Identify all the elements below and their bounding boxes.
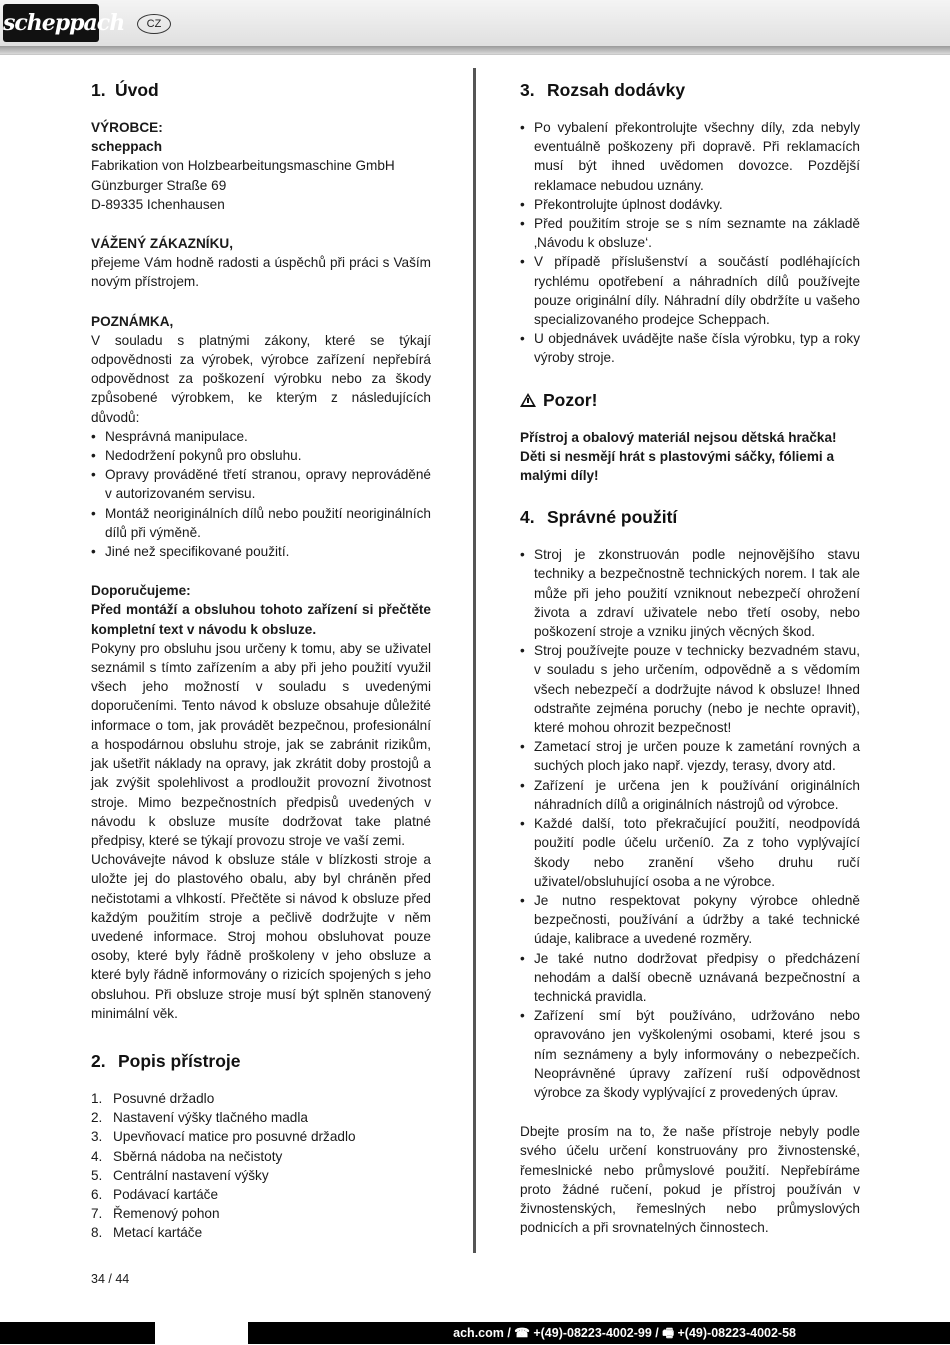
usage-list: [520, 545, 860, 1102]
list-item: 5. Centrální nastavení výšky: [91, 1167, 269, 1183]
list-item: • V případě příslušenství a součástí podléhajících rychlému opotřebení a náhradních dílů používejte pouze originální díly. Náhradní díly obdržíte u vašeho specializovaného prodejce Scheppach.: [520, 252, 860, 329]
page-footer: [0, 1322, 950, 1344]
list-item: • Jiné než specifikované použití.: [91, 542, 431, 561]
intro-paragraph: Pokyny pro obsluhu jsou určeny k tomu, aby se uživatel seznámil s tímto zařízením a aby při jeho použití využil všech jeho možností v souladu s uvedenými doporučeními. Tento návod k obsluze obsahuje důležité informace o tom, jak provádět bezpečnou, profesionální a hospodárnou obsluhu stroje, jak se zabránit rizikům, jak ušetřit náklady na opravy, jak zkrátit doby prostojů a jak zvýšit spolehlivost a prodloužit provozní životnost stroje. Mimo bezpečnostních předpisů uvedených v návodu k obsluze musíte dodržovat take platné předpisy, které se týkají provozu stroje ve vaší zemi.: [91, 640, 431, 848]
list-item: 3. Upevňovací matice pro posuvné držadlo: [91, 1129, 356, 1145]
list-item: • Po vybalení překontrolujte všechny díly, zda nebyly eventuálně poškozeny při dopravě. Při reklamacích musí být ihned uvědomen dovozce. Pozdější reklamace nebudou uznány.: [520, 118, 860, 195]
contact-line: ach.com / ☎ +(49)-08223-4002-99 / 🖷 +(49)-08223-4002-58: [453, 1326, 796, 1340]
customer-text: přejeme Vám hodně radosti a úspěchů při práci s Vaším novým přístrojem.: [91, 255, 431, 290]
list-item: • Nesprávná manipulace.: [91, 427, 431, 446]
list-item: • Každé další, toto překračující použití, neodpovídá použití podle účelu určení0. Za z toho vyplývající škody nebo zranění všeho druhu ručí uživatel/obsluhující osoba a ne výrobce.: [520, 814, 860, 891]
footer-gap: [155, 1322, 248, 1344]
list-item: • Zařízení smí být používáno, udržováno nebo opravováno jen vyškolenými osobami, které jsou s ním seznámeny a byly informovány o nebezpečích. Neoprávněné úpravy zařízení ruší odpovědnost výrobce za škody vyplývající z provedených úprav.: [520, 1006, 860, 1102]
page-number: 34 / 44: [91, 1272, 130, 1286]
section-title-usage: 4. Správné použití: [520, 507, 678, 528]
parts-list: [91, 1089, 431, 1243]
recommend-text: Před montáží a obsluhou tohoto zařízení si přečtěte kompletní text v návodu k obsluze.: [91, 602, 431, 637]
list-item: 1. Posuvné držadlo: [91, 1090, 215, 1106]
list-item: • Opravy prováděné třetí stranou, opravy neprováděné v autorizovaném servisu.: [91, 465, 431, 503]
caution-text: Přístroj a obalový materiál nejsou dětská hračka! Děti si nesmějí hrát s plastovými sáčky, fóliemi a malými díly!: [520, 429, 837, 484]
header-shadow: [0, 46, 950, 54]
section-title-caution: Pozor!: [520, 388, 860, 412]
list-item: • Je nutno respektovat pokyny výrobce ohledně bezpečnosti, používání a údržby a také technické údaje, kalibrace a uvedené rozměry.: [520, 891, 860, 949]
usage-closing: Dbejte prosím na to, že naše přístroje nebyly podle svého účelu určení konstruovány pro živnostenské, řemeslnické nebo průmyslové použití. Nepřebíráme proto žádné ručení, pokud je přístroj používán v živnostenských, řemeslných nebo průmyslových podnicích a při srovnatelných činnostech.: [520, 1124, 860, 1236]
list-item: • Je také nutno dodržovat předpisy o předcházení nehodám a další obecně uznávaná bezpečnostní a technická pravidla.: [520, 949, 860, 1007]
language-badge: CZ: [137, 14, 171, 34]
list-item: • Stroj je zkonstruován podle nejnovějšího stavu techniky a bezpečnostně technických norem. I tak ale může při jeho použití vzniknout nebezpečí ohrožení života a zdraví uživatele nebo třetí osoby, nebo poškození stroje a vzniku jiných věcných škod.: [520, 545, 860, 641]
note-list: [91, 427, 431, 561]
list-item: 7. Řemenový pohon: [91, 1206, 220, 1222]
section-title-intro: 1. Úvod: [91, 80, 159, 100]
warning-icon: [520, 393, 536, 407]
section-title-delivery: 3. Rozsah dodávky: [520, 80, 686, 100]
list-item: • Stroj používejte pouze v technicky bezvadném stavu, v souladu s jeho určením, odpovědně a s vědomím všech nebezpečí a dodržujte návod k obsluze! Ihned odstraňte zejména poruchy (nebo je nechte opravit), které mohou ohrozit bezpečnost!: [520, 641, 860, 737]
note-text: V souladu s platnými zákony, které se týkají odpovědnosti za výrobek, výrobce zařízení nepřebírá odpovědnost za poškození výrobku nebo za škody způsobené výrobkem, ke kterým z následujících důvodů:: [91, 332, 431, 425]
list-item: 6. Podávací kartáče: [91, 1186, 219, 1202]
recommend-label: Doporučujeme:: [91, 583, 191, 599]
maker-label: VÝROBCE:: [91, 120, 163, 135]
list-item: • Nedodržení pokynů pro obsluhu.: [91, 446, 431, 465]
list-item: • Zametací stroj je určen pouze k zametání rovných a suchých ploch jako např. vjezdy, terasy, dvory atd.: [520, 737, 860, 775]
list-item: 4. Sběrná nádoba na nečistoty: [91, 1148, 283, 1164]
scheppach-logo: scheppach: [3, 4, 99, 42]
list-item: 2. Nastavení výšky tlačného madla: [91, 1110, 308, 1126]
right-column: [520, 78, 860, 1237]
page-header: [0, 0, 950, 55]
list-item: • Montáž neoriginálních dílů nebo použití neoriginálních dílů při výměně.: [91, 504, 431, 542]
intro-paragraph: Uchovávejte návod k obsluze stále v blízkosti stroje a uložte jej do plastového obalu, aby byl chráněn před nečistotami a vlhkostí. Přečtěte si návod k obsluze před každým použitím stroje a pečlivě dodržujte v něm uvedené informace. Stroj mohou obsluhovat pouze osoby, které byly řádně proškoleny v jeho obsluze a které byly řádně informovány o rizicích spojených s jeho obsluhou. Při obsluze stroje musí být splněn stanovený minimální věk.: [91, 852, 431, 1021]
customer-label: VÁŽENÝ ZÁKAZNÍKU,: [91, 236, 233, 252]
list-item: • Zařízení je určena jen k používání originálních náhradních dílů a originálních nástrojů od výrobce.: [520, 776, 860, 814]
list-item: • Překontrolujte úplnost dodávky.: [520, 195, 860, 214]
section-title-description: 2. Popis přístroje: [91, 1050, 241, 1071]
list-item: 8. Metací kartáče: [91, 1225, 203, 1241]
column-divider: [473, 68, 476, 1253]
list-item: • U objednávek uvádějte naše čísla výrobku, typ a roky výroby stroje.: [520, 329, 860, 367]
maker-line: Fabrikation von Holzbearbeitungsmaschine GmbH: [91, 158, 395, 174]
delivery-list: [520, 118, 860, 368]
maker-line: Günzburger Straße 69: [91, 177, 227, 193]
note-label: POZNÁMKA,: [91, 313, 174, 329]
maker-name: scheppach: [91, 139, 163, 155]
list-item: • Před použitím stroje se s ním seznamte na základě ‚Návodu k obsluze‘.: [520, 214, 860, 252]
left-column: [91, 78, 431, 1243]
maker-line: D-89335 Ichenhausen: [91, 196, 225, 212]
